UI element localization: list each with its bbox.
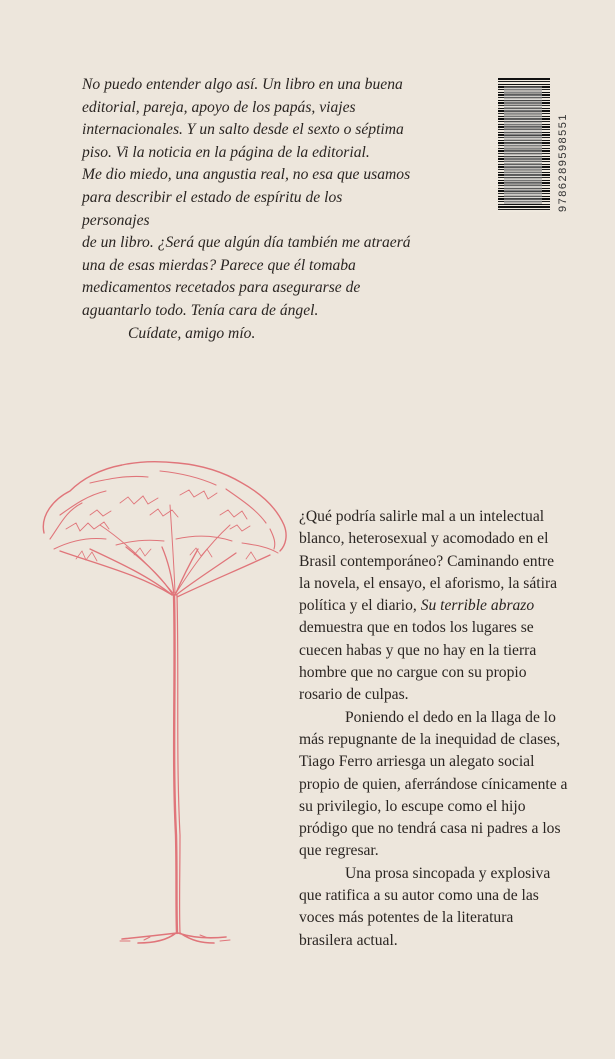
isbn-number: 9786289598551 [557,112,569,212]
blurb-p1-text-end: demuestra que en todos los lugares se cuecen habas y que no hay en la tierra hombre que no cargue con su propio rosario de culpas. [299,619,537,704]
blurb-p1-text: ¿Qué podría salirle mal a un intelectual blanco, heterosexual y acomodado en el Brasil contemporáneo? Caminando entre la novela, el ensayo, el aforismo, la sátira política y el diario, [299,508,558,615]
back-cover-blurb [299,506,569,952]
blurb-paragraph-1 [299,506,569,707]
blurb-paragraph-3: Una prosa sincopada y explosiva que ratifica a su autor como una de las voces más potentes de la literatura brasilera actual. [299,864,551,949]
quote-line: No puedo entender algo así. Un libro en una buena [82,76,403,93]
epigraph-quote [82,74,412,345]
book-title: Su terrible abrazo [420,597,535,615]
isbn-barcode-icon [498,78,572,214]
quote-line: editorial, pareja, apoyo de los papás, viajes [82,98,356,116]
quote-line: medicamentos recetados para asegurarse de [82,279,361,297]
quote-signoff: Cuídate, amigo mío. [128,324,256,342]
blurb-paragraph-2: Poniendo el dedo en la llaga de lo más repugnante de la inequidad de clases, Tiago Ferro arriesga un alegato social propio de quien, aferrándose cínicamente a su privilegio, lo escupe como el hijo pródigo que no tendrá casa ni padres a los que regresar. [299,708,568,860]
quote-line: de un libro. ¿Será que algún día también me atraerá [82,234,411,252]
quote-line: aguantarlo todo. Tenía cara de ángel. [82,301,319,319]
tree-illustration-icon [30,455,300,950]
quote-line: piso. Vi la noticia en la página de la editorial. [82,143,370,161]
quote-line: Me dio miedo, una angustia real, no esa que usamos [82,166,411,184]
quote-line: para describir el estado de espíritu de los personajes [82,188,343,229]
quote-line: una de esas mierdas? Parece que él tomaba [82,256,356,274]
quote-line: internacionales. Y un salto desde el sexto o séptima [82,121,404,139]
barcode-bars [498,78,550,212]
